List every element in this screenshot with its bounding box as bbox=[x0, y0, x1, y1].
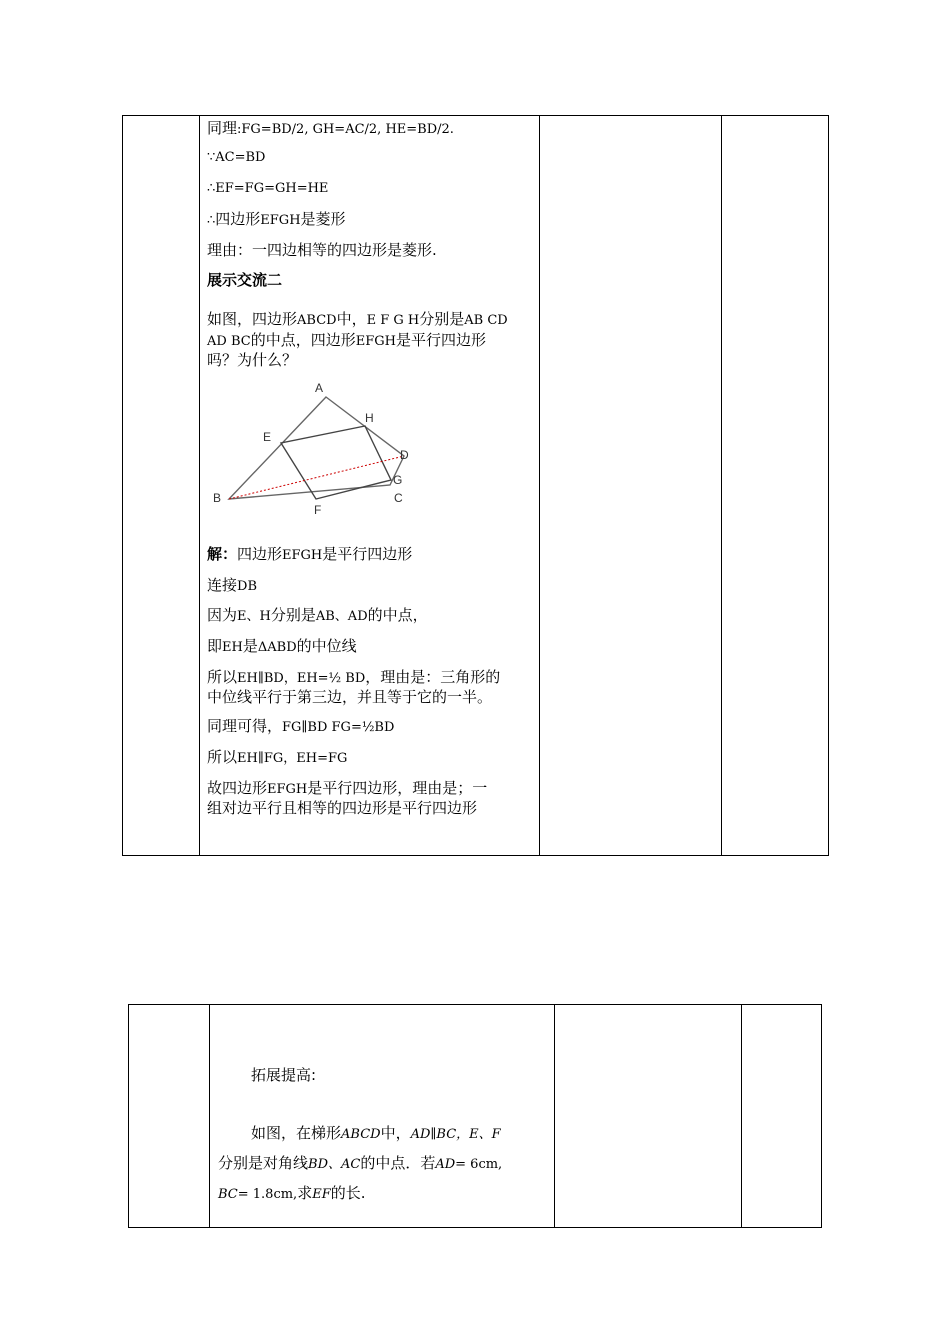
title-text: 拓展提高: bbox=[251, 1066, 317, 1084]
solution-line bbox=[207, 778, 487, 800]
column-divider bbox=[209, 1005, 210, 1227]
label-e: E bbox=[263, 430, 272, 444]
text-fragment: 同理可得， bbox=[207, 717, 283, 735]
label-c: C bbox=[394, 491, 403, 505]
math-fragment: AD BC bbox=[207, 334, 251, 349]
equality-text: ∴EF=FG=GH=HE bbox=[207, 181, 329, 196]
question-line bbox=[207, 350, 297, 370]
math-fragment: EH∥BD，EH=½ BD bbox=[237, 671, 366, 686]
text-fragment: 中， bbox=[380, 1124, 411, 1142]
solution-line bbox=[207, 716, 394, 738]
solution-line bbox=[207, 605, 428, 627]
text-fragment: 是平行四边形 bbox=[322, 545, 413, 563]
text-fragment: 的中点， bbox=[367, 606, 428, 624]
heading-text: 展示交流二 bbox=[207, 271, 283, 289]
math-fragment: AB CD bbox=[464, 313, 508, 328]
math-fragment: ABCD bbox=[341, 1127, 381, 1142]
text-fragment: 分别是 bbox=[419, 310, 465, 328]
solution-line bbox=[207, 798, 477, 818]
math-fragment: EH∥FG，EH=FG bbox=[237, 751, 348, 766]
math-fragment: AB、AD bbox=[315, 609, 368, 624]
math-fragment: EFGH bbox=[267, 782, 308, 797]
quadrilateral-figure bbox=[205, 378, 420, 518]
text-fragment: 所以 bbox=[207, 748, 238, 766]
text-line bbox=[207, 209, 346, 231]
solution-line bbox=[207, 544, 412, 566]
math-fragment: ABCD bbox=[297, 313, 337, 328]
text-fragment: 所以 bbox=[207, 668, 238, 686]
solution-line bbox=[207, 687, 492, 707]
label-d: D bbox=[400, 448, 409, 462]
math-fragment: = 6cm, bbox=[455, 1157, 503, 1172]
problem-line bbox=[251, 1123, 501, 1145]
math-fragment: DB bbox=[237, 579, 257, 594]
label-a: A bbox=[315, 381, 324, 395]
math-fragment: E F G H bbox=[366, 313, 420, 328]
text-fragment: 中， bbox=[336, 310, 367, 328]
reason-text: 理由：一四边相等的四边形是菱形. bbox=[207, 241, 437, 259]
text-fragment: 四边形 bbox=[215, 210, 261, 228]
text-fragment: 是平行四边形 bbox=[395, 331, 486, 349]
column-divider bbox=[741, 1005, 742, 1227]
extension-title bbox=[251, 1065, 316, 1085]
text-line bbox=[207, 148, 265, 168]
text-fragment: 是 bbox=[242, 637, 258, 655]
label-h: H bbox=[365, 411, 374, 425]
question-line bbox=[207, 330, 486, 352]
math-fragment: = 1.8cm, bbox=[237, 1187, 298, 1202]
problem-line bbox=[218, 1153, 502, 1175]
text-fragment: 因为 bbox=[207, 606, 238, 624]
text-fragment: 分别是 bbox=[270, 606, 316, 624]
math-fragment: E、H bbox=[237, 609, 271, 624]
math-fragment: EFGH bbox=[260, 213, 301, 228]
column-divider bbox=[539, 116, 540, 855]
text-fragment: 的中点，四边形 bbox=[250, 331, 356, 349]
given-text: ∵AC=BD bbox=[207, 150, 266, 165]
reason-line bbox=[207, 240, 437, 260]
solution-line bbox=[207, 747, 347, 769]
text-fragment: 的中位线 bbox=[296, 637, 357, 655]
text-fragment: 如图，四边形 bbox=[207, 310, 298, 328]
therefore-symbol: ∴ bbox=[207, 213, 216, 228]
math-fragment: AD∥BC，E、F bbox=[410, 1127, 501, 1142]
math-fragment: EFGH bbox=[282, 548, 323, 563]
solution-line bbox=[207, 667, 500, 689]
text-fragment: 连接 bbox=[207, 576, 238, 594]
math-fragment: EFGH bbox=[355, 334, 396, 349]
proof-text: 同理:FG=BD/2, GH=AC/2, HE=BD/2. bbox=[207, 119, 454, 137]
text-fragment: 中位线平行于第三边，并且等于它的一半。 bbox=[207, 688, 493, 706]
quadrilateral-efgh bbox=[281, 426, 391, 499]
question-text: 吗？为什么？ bbox=[207, 351, 298, 369]
text-line bbox=[207, 179, 328, 199]
math-fragment: ΔABD bbox=[257, 640, 297, 655]
text-fragment: 四边形 bbox=[237, 545, 283, 563]
section-heading bbox=[207, 270, 282, 290]
text-fragment: 故四边形 bbox=[207, 779, 268, 797]
text-fragment: 的长. bbox=[330, 1184, 366, 1202]
text-fragment: 组对边平行且相等的四边形是平行四边形 bbox=[207, 799, 478, 817]
math-fragment: FG∥BD FG=½BD bbox=[282, 720, 395, 735]
text-fragment: 分别是对角线 bbox=[218, 1154, 309, 1172]
column-divider bbox=[199, 116, 200, 855]
solution-label: 解： bbox=[207, 545, 238, 563]
question-line bbox=[207, 309, 508, 331]
label-f: F bbox=[314, 503, 322, 517]
math-fragment: BC bbox=[218, 1187, 238, 1202]
column-divider bbox=[554, 1005, 555, 1227]
diagonal-bd bbox=[229, 456, 404, 499]
text-line bbox=[207, 118, 454, 140]
text-fragment: 求 bbox=[297, 1184, 313, 1202]
math-fragment: EH bbox=[222, 640, 243, 655]
column-divider bbox=[721, 116, 722, 855]
solution-line bbox=[207, 636, 357, 658]
text-fragment: 是平行四边形，理由是；一 bbox=[307, 779, 488, 797]
math-fragment: AD bbox=[435, 1157, 456, 1172]
text-fragment: ，理由是：三角形的 bbox=[365, 668, 501, 686]
label-b: B bbox=[213, 491, 222, 505]
solution-line bbox=[207, 575, 257, 597]
math-fragment: EF bbox=[312, 1187, 331, 1202]
text-fragment: 的中点．若 bbox=[360, 1154, 436, 1172]
text-fragment: 如图，在梯形 bbox=[251, 1124, 342, 1142]
label-g: G bbox=[393, 473, 403, 487]
problem-line bbox=[218, 1183, 366, 1205]
math-fragment: BD、AC bbox=[308, 1157, 361, 1172]
text-fragment: 即 bbox=[207, 637, 223, 655]
text-fragment: 是菱形 bbox=[300, 210, 346, 228]
